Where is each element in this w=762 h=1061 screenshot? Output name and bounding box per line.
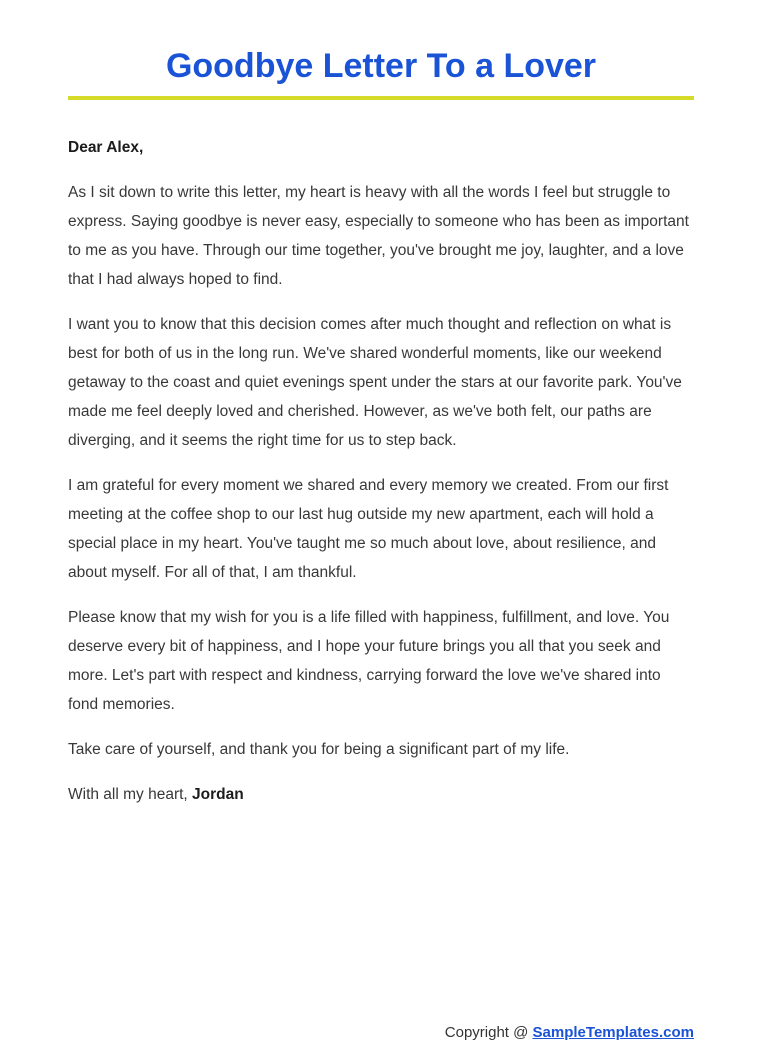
footer [445, 1023, 694, 1043]
letter-page [0, 46, 762, 809]
letter-paragraph: Please know that my wish for you is a life filled with happiness, fulfillment, and love. You deserve every bit of happiness, and I hope your future brings you all that you seek and more. Let's part with respect and kindness, carrying forward the love we've shared into fond memories. [68, 609, 670, 713]
letter-paragraph: As I sit down to write this letter, my heart is heavy with all the words I feel but struggle to express. Saying goodbye is never easy, especially to someone who has been as important to me as you have. Through our time together, you've brought me joy, laughter, and a love that I had always hoped to find. [68, 184, 689, 288]
closing-text: With all my heart, [68, 786, 193, 803]
letter-paragraph: I am grateful for every moment we shared and every memory we created. From our first meeting at the coffee shop to our last hug outside my new apartment, each will hold a special place in my heart. You've taught me so much about love, about resilience, and about myself. For all of that, I am thankful. [68, 477, 669, 581]
title-divider [68, 96, 694, 100]
letter-paragraph: I want you to know that this decision comes after much thought and reflection on what is best for both of us in the long run. We've shared wonderful moments, like our weekend getaway to the coast and quiet evenings spent under the stars at our favorite park. You've made me feel deeply loved and cherished. However, as we've both felt, our paths are diverging, and it seems the right time for us to step back. [68, 316, 682, 449]
sampletemplates-link[interactable]: SampleTemplates.com [532, 1024, 694, 1041]
page-title: Goodbye Letter To a Lover [165, 47, 597, 85]
salutation: Dear Alex, [68, 139, 144, 156]
signature-name: Jordan [192, 786, 244, 803]
copyright-text: Copyright @ [444, 1024, 533, 1041]
letter-paragraph: Take care of yourself, and thank you for being a significant part of my life. [68, 741, 570, 758]
closing-line [68, 780, 694, 809]
